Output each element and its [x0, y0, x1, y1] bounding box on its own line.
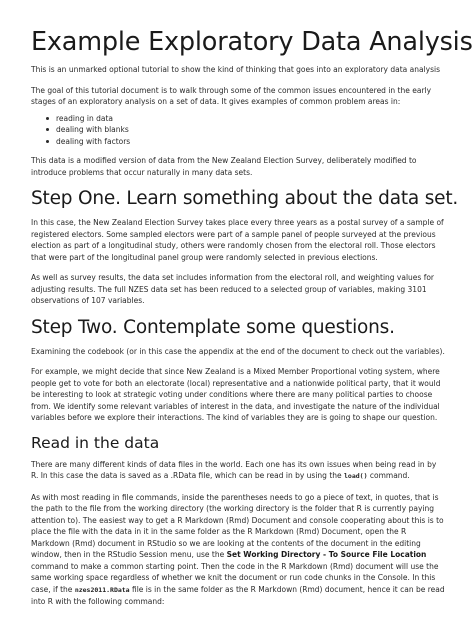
step-two-heading: Step Two. Contemplate some questions. [31, 316, 395, 338]
list-item: dealing with blanks [56, 124, 445, 136]
filename-code: nzes2011.RData [74, 585, 130, 594]
step-one-paragraph-1: In this case, the New Zealand Election Survey takes place every three years as a postal survey of a sample of registered electors. Some sampled electors were part of a sample panel of people surveyed at the previous election as part of a longitudinal study, others were randomly chosen from the electoral roll. Those electors that were part of the longitudinal panel group were randomly selected in previous elections. [31, 218, 444, 262]
list-item: dealing with factors [56, 136, 445, 148]
step-two-paragraph-1: Examining the codebook (or in this case the appendix at the end of the document to check out the variables). [31, 346, 445, 356]
menu-command-bold: Set Working Directory - To Source File Location [226, 550, 427, 559]
document-page [31, 26, 473, 617]
step-two-paragraph-2: For example, we might decide that since New Zealand is a Mixed Member Proportional voting system, where people get to vote for both an electorate (local) representative and a nationwide political party, that it would be interesting to look at strategic voting under conditions where there are many political parties to choose from. We identify some relevant variables of interest in the data, and investigate the nature of the individual variables before we explore their interactions. The kind of variables they are is going to shape our question. [31, 367, 441, 422]
read-data-text: command. [367, 471, 410, 480]
load-code: load() [344, 472, 368, 480]
step-one-heading: Step One. Learn something about the data set. [31, 188, 459, 209]
step-one-paragraph-2: As well as survey results, the data set includes information from the electoral roll, and weighting values for adjusting results. The full NZES data set has been reduced to a selected group of variables, making 3101 observations of 107 variables. [31, 273, 435, 305]
read-data-text: command to make a common starting point. Then the code in the R Markdown (Rmd) document will use the same working space regardless of whether we knit the document or run code chunks in the Console. In this case, if the [31, 561, 439, 594]
data-source-paragraph: This data is a modified version of data from the New Zealand Election Survey, deliberately modified to introduce problems that occur naturally in many data sets. [31, 156, 417, 177]
page-title: Example Exploratory Data Analysis [31, 27, 473, 57]
intro-goal-paragraph: The goal of this tutorial document is to walk through some of the common issues encountered in the early stages of an exploratory analysis on a set of data. It gives examples of common problem areas in: [31, 85, 432, 106]
read-data-paragraph-1 [31, 459, 445, 483]
problem-areas-list [31, 113, 445, 148]
list-item: reading in data [56, 113, 445, 125]
read-data-text: As with most reading in file commands, inside the parentheses needs to go a piece of text, in quotes, that is the path to the file from the working directory (the working directory is the folder that R is currently paying attention to). The easiest way to get a R Markdown (Rmd) Document and console cooperating about this is to place the file with the data in it in the same folder as the R Markdown (Rmd) Document, open the R Markdown (Rmd) document in RStudio so we are looking at the contents of the document in the editing window, then in the RStudio Session menu, use the [31, 492, 444, 559]
intro-note: This is an unmarked optional tutorial to show the kind of thinking that goes into an exploratory data analysis [31, 65, 441, 74]
read-data-text: file is in the same folder as the R Markdown (Rmd) document, hence it can be read into R with the following command: [31, 584, 445, 606]
read-data-text: There are many different kinds of data files in the world. Each one has its own issues when being read in by R. In this case the data is saved as a .RData file, which can be read in by using the [31, 459, 437, 480]
read-data-paragraph-2 [31, 492, 445, 608]
read-data-heading: Read in the data [31, 433, 160, 452]
